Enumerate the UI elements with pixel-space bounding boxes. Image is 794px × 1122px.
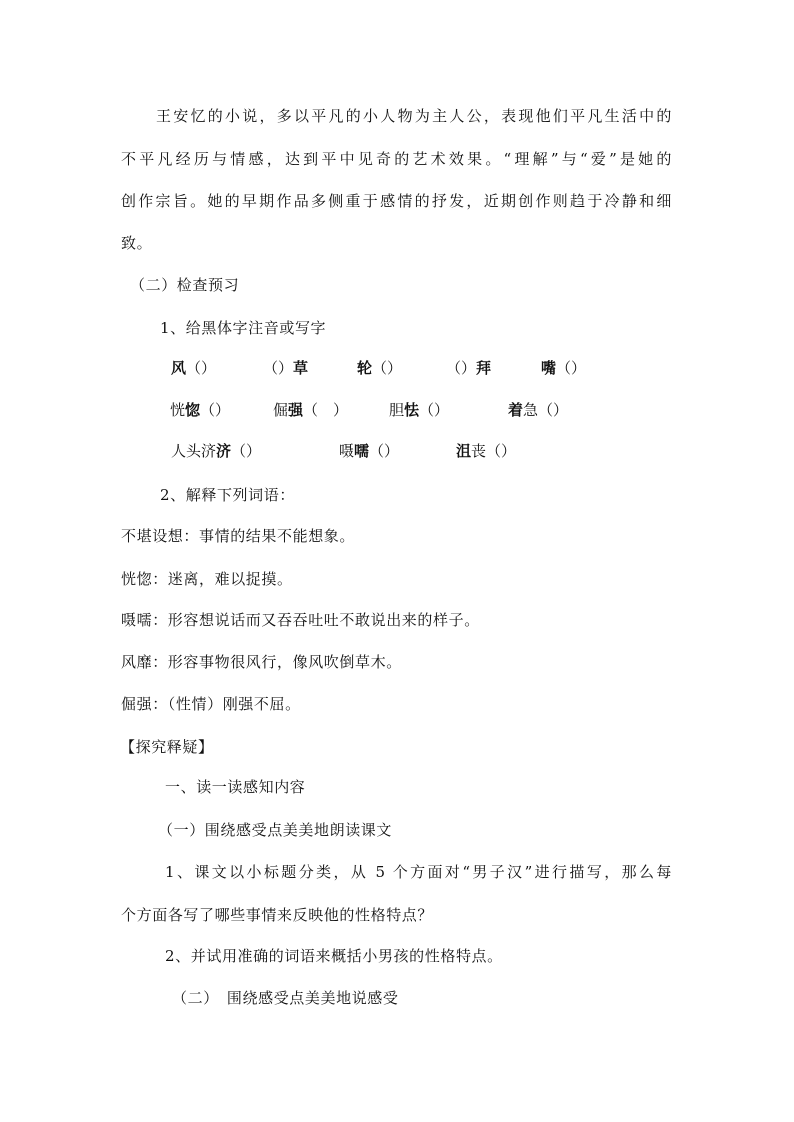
explore-item-1-line-2: 个方面各写了哪些事情来反映他的性格特点？: [121, 906, 434, 924]
intro-line-1: 王安忆的小说，多以平凡的小人物为主人公，表现他们平凡生活中的: [156, 107, 672, 125]
plain-char: 倔: [273, 401, 289, 419]
blank: （）: [556, 359, 587, 377]
vocab-item: [508, 400, 568, 420]
bold-char: 草: [293, 359, 309, 377]
plain-char: 恍: [170, 401, 186, 419]
vocab-item: [541, 358, 586, 378]
bold-char: 济: [216, 442, 232, 460]
vocab-item: [456, 441, 516, 461]
vocab-item: [339, 441, 399, 461]
plain-char: 急（）: [523, 401, 569, 419]
bold-char: 风: [171, 359, 187, 377]
plain-char: 丧（）: [471, 442, 517, 460]
blank: （）: [372, 359, 403, 377]
bold-char: 拜: [476, 359, 492, 377]
plain-char: 嗫: [339, 442, 355, 460]
vocab-item: [273, 400, 348, 420]
bold-char: 嚅: [354, 442, 370, 460]
bold-char: 着: [508, 401, 524, 419]
intro-line-3: 创作宗旨。她的早期作品多侧重于感情的抒发，近期创作则趋于冷静和细: [121, 192, 672, 210]
vocab-item: [171, 441, 261, 461]
definition: 风靡：形容事物很风行，像风吹倒草木。: [121, 653, 402, 671]
plain-char: 人头济: [171, 442, 217, 460]
bold-char: 轮: [357, 359, 373, 377]
blank: （）: [263, 359, 294, 377]
question-1-title: 1、给黑体字注音或写字: [160, 319, 327, 337]
vocab-item: [171, 358, 216, 378]
intro-line-4: 致。: [121, 234, 153, 252]
definition: 不堪设想：事情的结果不能想象。: [121, 527, 356, 545]
plain-char: 胆: [389, 401, 405, 419]
blank: （）: [200, 401, 231, 419]
definition: 嗫嚅：形容想说话而又吞吞吐吐不敢说出来的样子。: [121, 611, 480, 629]
blank: （）: [419, 401, 450, 419]
vocab-item: [446, 358, 491, 378]
blank: （）: [369, 442, 400, 460]
explore-item-2: 2、并试用准确的词语来概括小男孩的性格特点。: [165, 947, 503, 965]
definition: 倔强：（性情）刚强不屈。: [121, 695, 301, 713]
bold-char: 惚: [185, 401, 201, 419]
blank: （ ）: [303, 401, 349, 419]
explore-sub-2: （二） 围绕感受点美美地说感受: [172, 989, 399, 1007]
section-heading: （二）检查预习: [130, 276, 240, 294]
question-2-title: 2、解释下列词语：: [160, 486, 295, 504]
explore-item-1-line-1: 1、课文以小标题分类，从 5 个方面对“男子汉”进行描写，那么每: [165, 863, 672, 881]
intro-line-2: 不平凡经历与情感，达到平中见奇的艺术效果。“理解”与“爱”是她的: [121, 150, 672, 168]
vocab-item: [357, 358, 402, 378]
blank: （）: [446, 359, 477, 377]
explore-sub-1: （一）围绕感受点美美地朗读课文: [158, 821, 393, 839]
vocab-item: [170, 400, 230, 420]
bold-char: 强: [288, 401, 304, 419]
bold-char: 怯: [404, 401, 420, 419]
blank: （）: [186, 359, 217, 377]
definition: 恍惚：迷离，难以捉摸。: [121, 570, 293, 588]
vocab-item: [389, 400, 449, 420]
explore-part-1: 一、读一读感知内容: [165, 778, 306, 796]
bold-char: 嘴: [541, 359, 557, 377]
bold-char: 沮: [456, 442, 472, 460]
vocab-item: [263, 358, 308, 378]
explore-heading: 【探究释疑】: [120, 738, 214, 756]
blank: （）: [231, 442, 262, 460]
